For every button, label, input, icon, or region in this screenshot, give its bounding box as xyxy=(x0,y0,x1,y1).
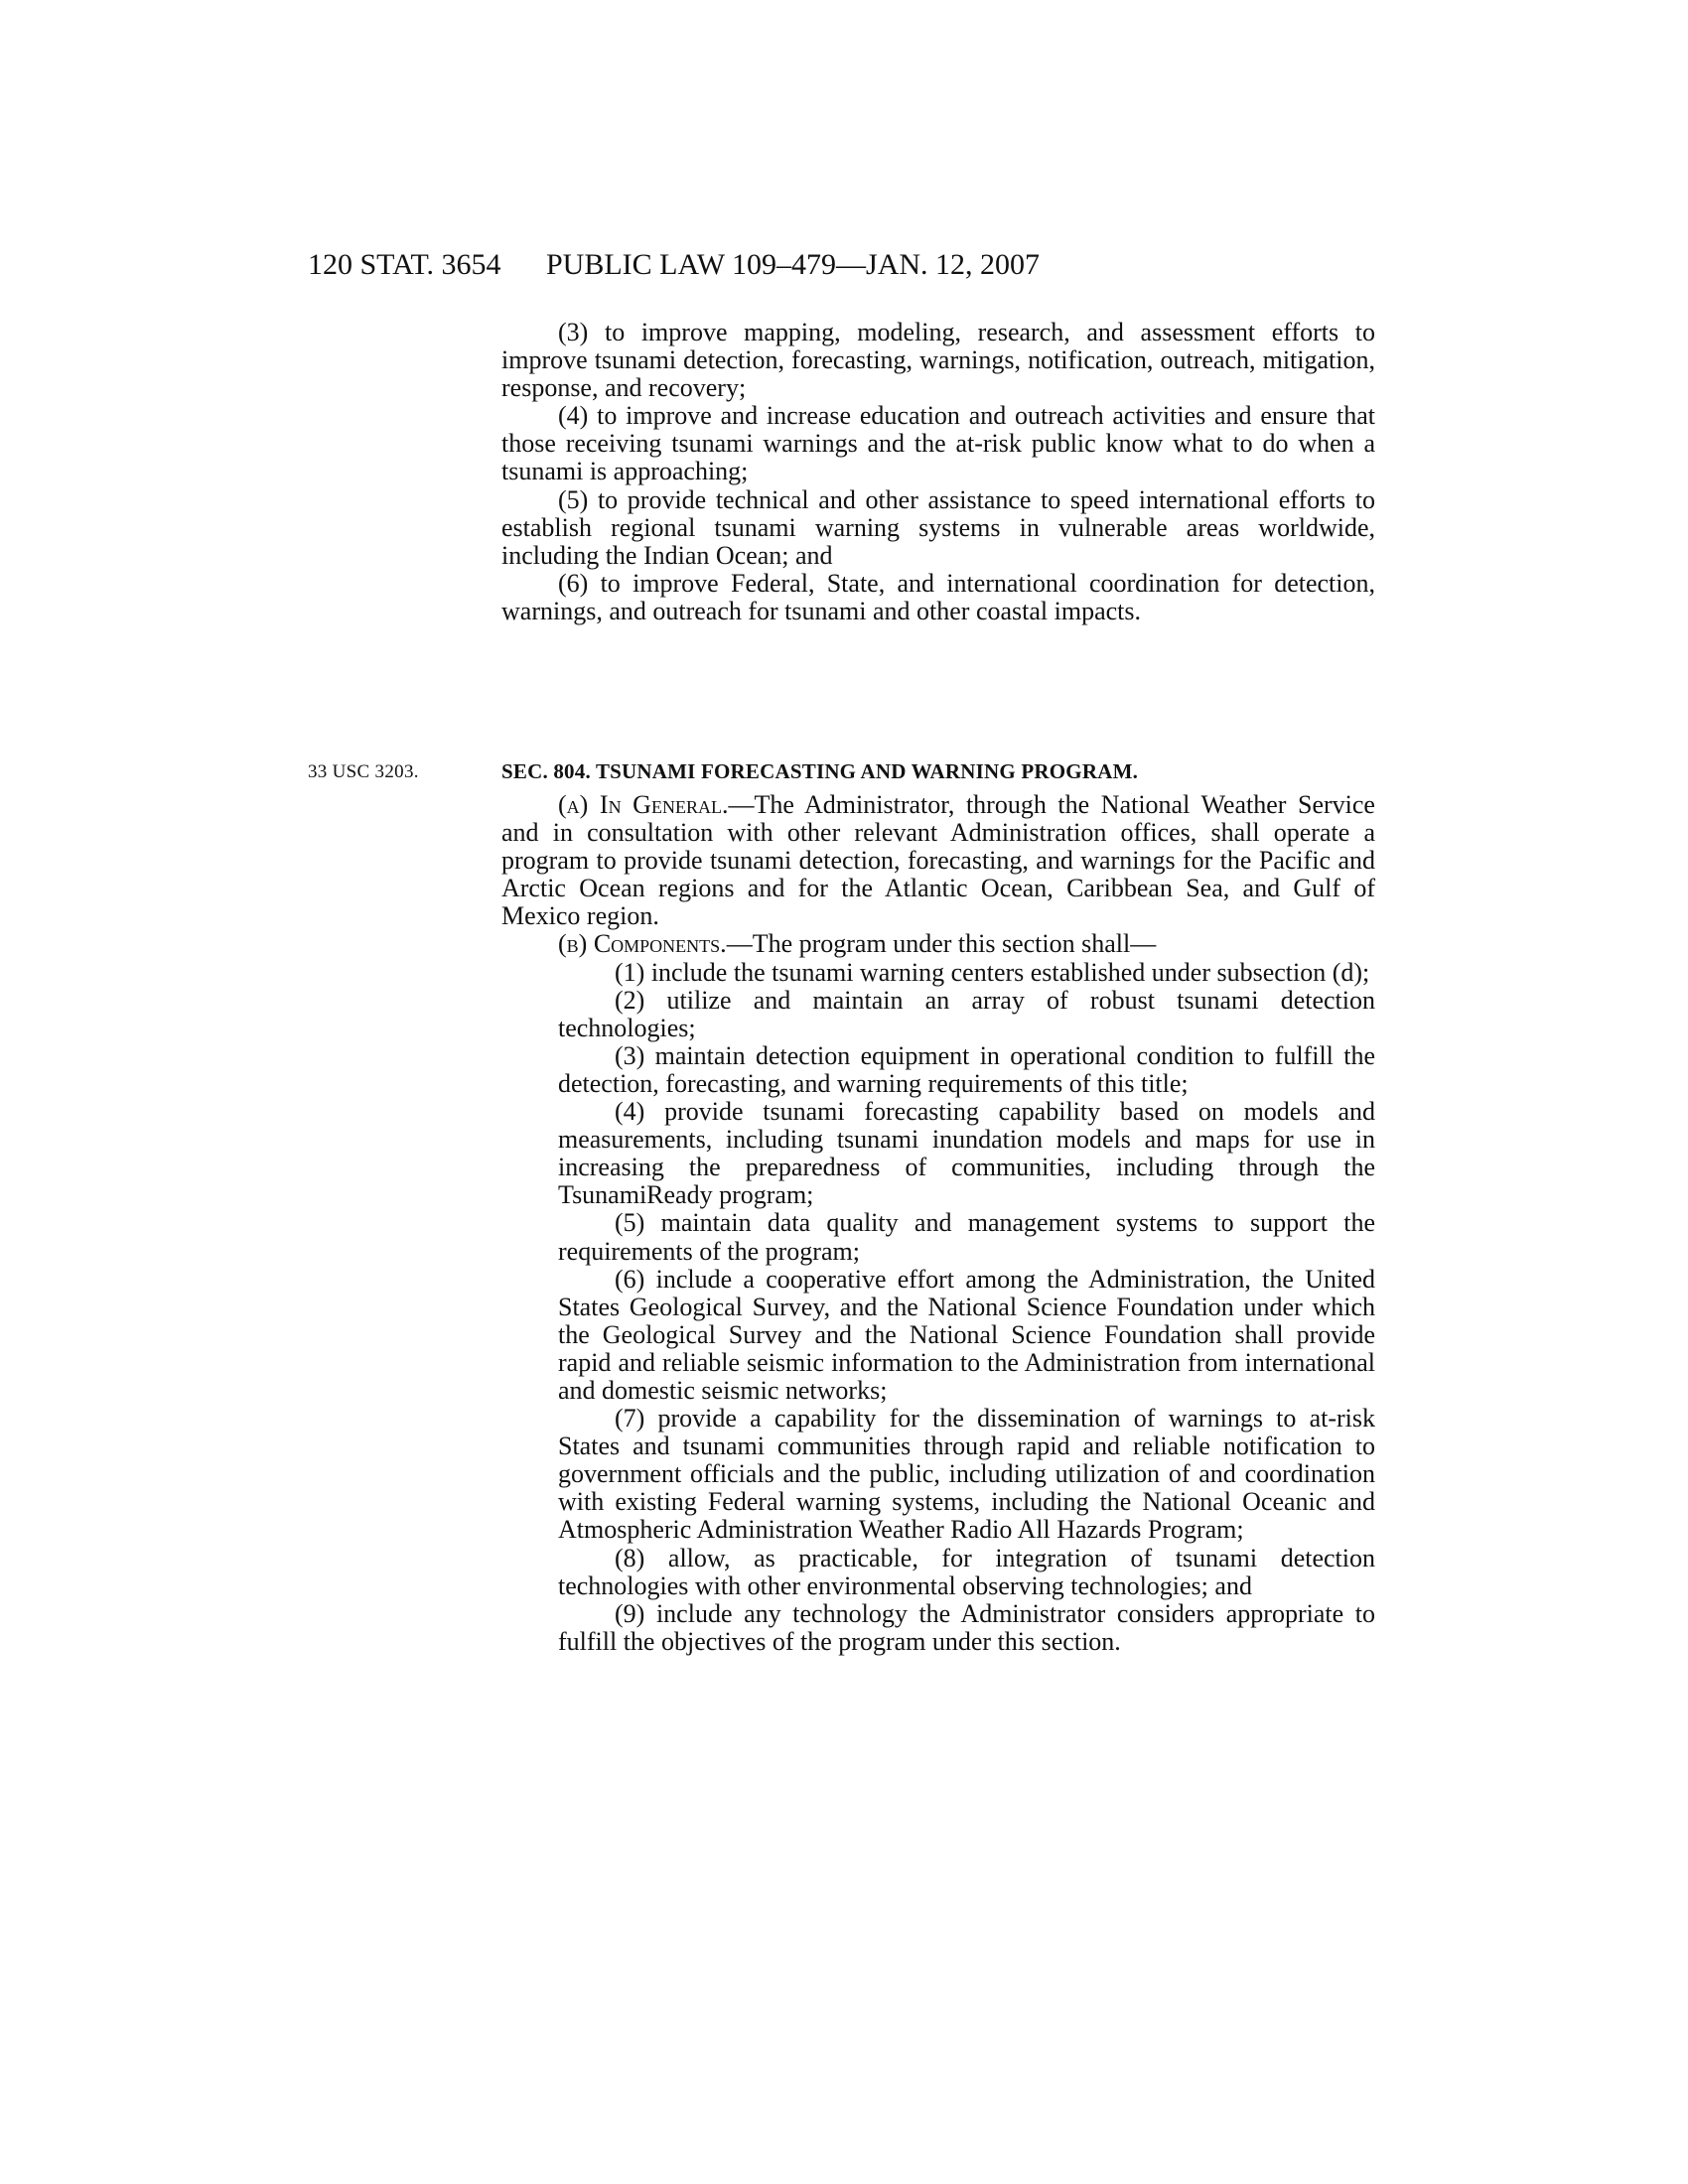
component-item-6: (6) include a cooperative effort among the Administration, the United States Geological Survey, and the National Science Foundation under which the Geological Survey and the National Science Foundation shall provide rapid and reliable seismic information to the Administration from international and domestic seismic networks; xyxy=(558,1264,1375,1405)
component-item-3: (3) maintain detection equipment in operational condition to fulfill the detection, forecasting, and warning requirements of this title; xyxy=(558,1040,1375,1098)
paragraph-3: (3) to improve mapping, modeling, research, and assessment efforts to improve tsunami detection, forecasting, warnings, notification, outreach, mitigation, response, and recovery; xyxy=(501,318,1375,403)
law-title: PUBLIC LAW 109–479—JAN. 12, 2007 xyxy=(546,248,1041,281)
subsection-a xyxy=(501,791,1375,930)
stat-reference: 120 STAT. 3654 xyxy=(308,248,501,281)
paragraph-5: (5) to provide technical and other assistance to speed international efforts to establish regional tsunami warning systems in vulnerable areas worldwide, including the Indian Ocean; and xyxy=(501,484,1375,570)
section-heading: SEC. 804. TSUNAMI FORECASTING AND WARNING PROGRAM. xyxy=(501,759,1139,783)
component-item-2: (2) utilize and maintain an array of robust tsunami detection technologies; xyxy=(558,985,1375,1042)
subsection-a-label: (a) In General. xyxy=(558,790,729,819)
section-body xyxy=(501,791,1375,1656)
usc-margin-note: 33 USC 3203. xyxy=(308,761,419,782)
subsection-b xyxy=(501,930,1375,958)
component-item-9: (9) include any technology the Administrator considers appropriate to fulfill the objectives of the program under this section. xyxy=(558,1598,1375,1656)
component-item-4: (4) provide tsunami forecasting capability based on models and measurements, including tsunami inundation models and maps for use in increasing the preparedness of communities, including through the TsunamiReady program; xyxy=(558,1097,1375,1210)
component-item-8: (8) allow, as practicable, for integration of tsunami detection technologies with other environmental observing technologies; and xyxy=(558,1543,1375,1600)
subsection-a-text: —The Administrator, through the National Weather Service and in consultation with other relevant Administration offices, shall operate a program to provide tsunami detection, forecasting, and warnings for the Pacific and Arctic Ocean regions and for the Atlantic Ocean, Caribbean Sea, and Gulf of Mexico region. xyxy=(501,790,1375,931)
component-item-1: (1) include the tsunami warning centers established under subsection (d); xyxy=(615,957,1370,987)
component-item-5: (5) maintain data quality and management systems to support the requirements of the program; xyxy=(558,1208,1375,1266)
paragraph-4: (4) to improve and increase education and outreach activities and ensure that those receiving tsunami warnings and the at-risk public know what to do when a tsunami is approaching; xyxy=(501,401,1375,486)
component-item-7: (7) provide a capability for the dissemination of warnings to at-risk States and tsunami communities through rapid and reliable notification to government officials and the public, including utilization of and coordination with existing Federal warning systems, including the National Oceanic and Atmospheric Administration Weather Radio All Hazards Program; xyxy=(558,1404,1375,1545)
subsection-b-text: —The program under this section shall— xyxy=(726,929,1157,959)
running-head xyxy=(308,248,1360,288)
subsection-b-label: (b) Components. xyxy=(558,929,727,959)
continued-paragraphs xyxy=(501,319,1375,625)
paragraph-6: (6) to improve Federal, State, and international coordination for detection, warnings, and outreach for tsunami and other coastal impacts. xyxy=(501,568,1375,625)
